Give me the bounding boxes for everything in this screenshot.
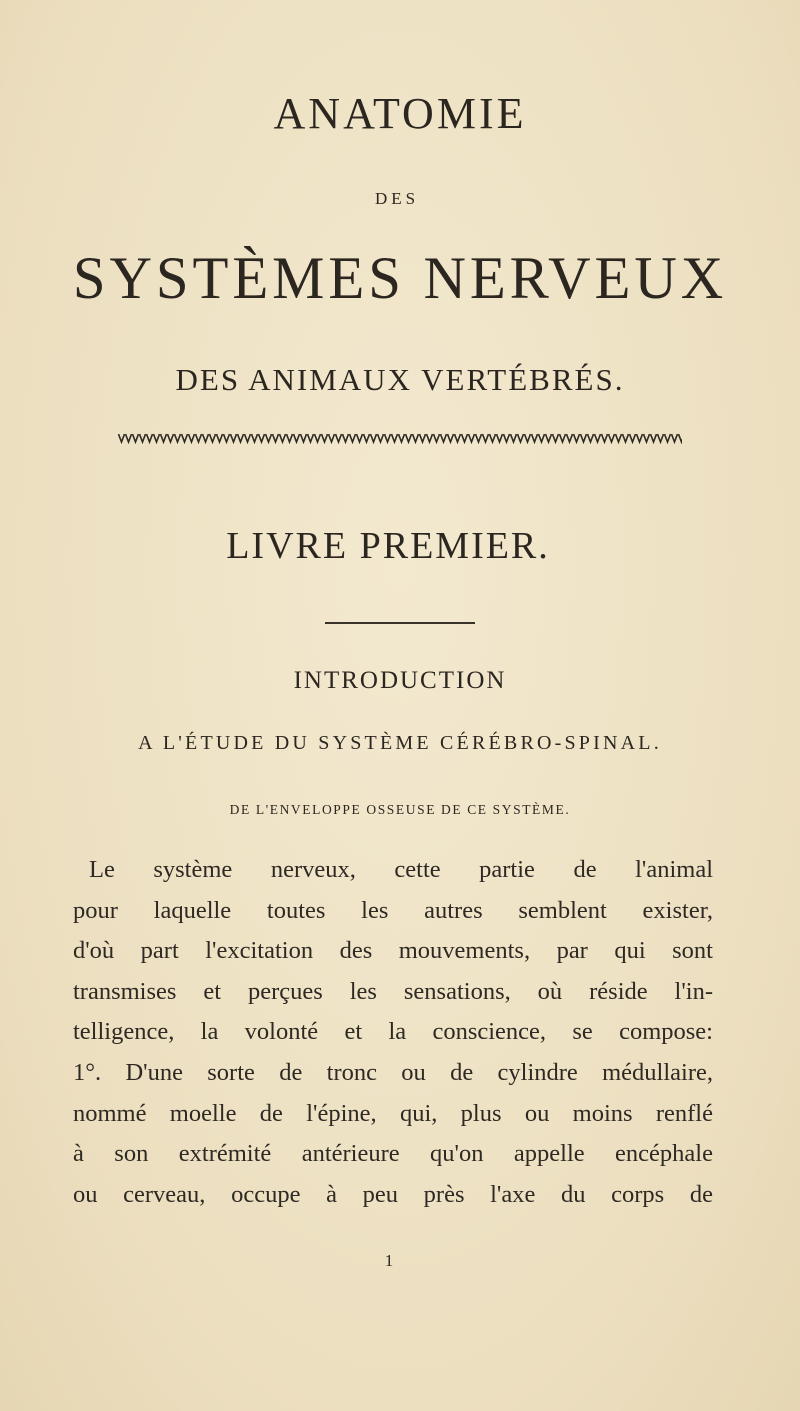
title-systemes-nerveux: SYSTÈMES NERVEUX bbox=[72, 245, 728, 311]
body-line: transmises et perçues les sensations, où réside l'in- bbox=[73, 977, 713, 1005]
book-heading: LIVRE PREMIER. bbox=[226, 525, 550, 567]
ornamental-divider bbox=[118, 432, 682, 444]
body-paragraph bbox=[73, 850, 713, 1215]
body-line: nommé moelle de l'épine, qui, plus ou moins renflé bbox=[73, 1099, 713, 1127]
body-line: telligence, la volonté et la conscience, se compose: bbox=[73, 1018, 713, 1046]
introduction-subheading: A L'ÉTUDE DU SYSTÈME CÉRÉBRO-SPINAL. bbox=[138, 732, 662, 754]
title-animaux-vertebres: DES ANIMAUX VERTÉBRÉS. bbox=[175, 362, 625, 397]
title-anatomie: ANATOMIE bbox=[273, 89, 527, 138]
body-line: pour laquelle toutes les autres semblent exister, bbox=[73, 896, 713, 924]
body-line: ou cerveau, occupe à peu près l'axe du corps de bbox=[73, 1180, 713, 1208]
body-line: à son extrémité antérieure qu'on appelle encéphale bbox=[73, 1140, 713, 1168]
body-line: d'où part l'excitation des mouvements, par qui sont bbox=[73, 937, 713, 965]
body-line: 1°. D'une sorte de tronc ou de cylindre médullaire, bbox=[73, 1058, 713, 1086]
introduction-heading: INTRODUCTION bbox=[293, 667, 507, 694]
body-line: Le système nerveux, cette partie de l'animal bbox=[89, 856, 713, 883]
chapter-heading: DE L'ENVELOPPE OSSEUSE DE CE SYSTÈME. bbox=[229, 802, 571, 817]
horizontal-rule bbox=[325, 622, 475, 624]
title-des: DES bbox=[374, 189, 420, 208]
page-number: 1 bbox=[384, 1251, 394, 1270]
